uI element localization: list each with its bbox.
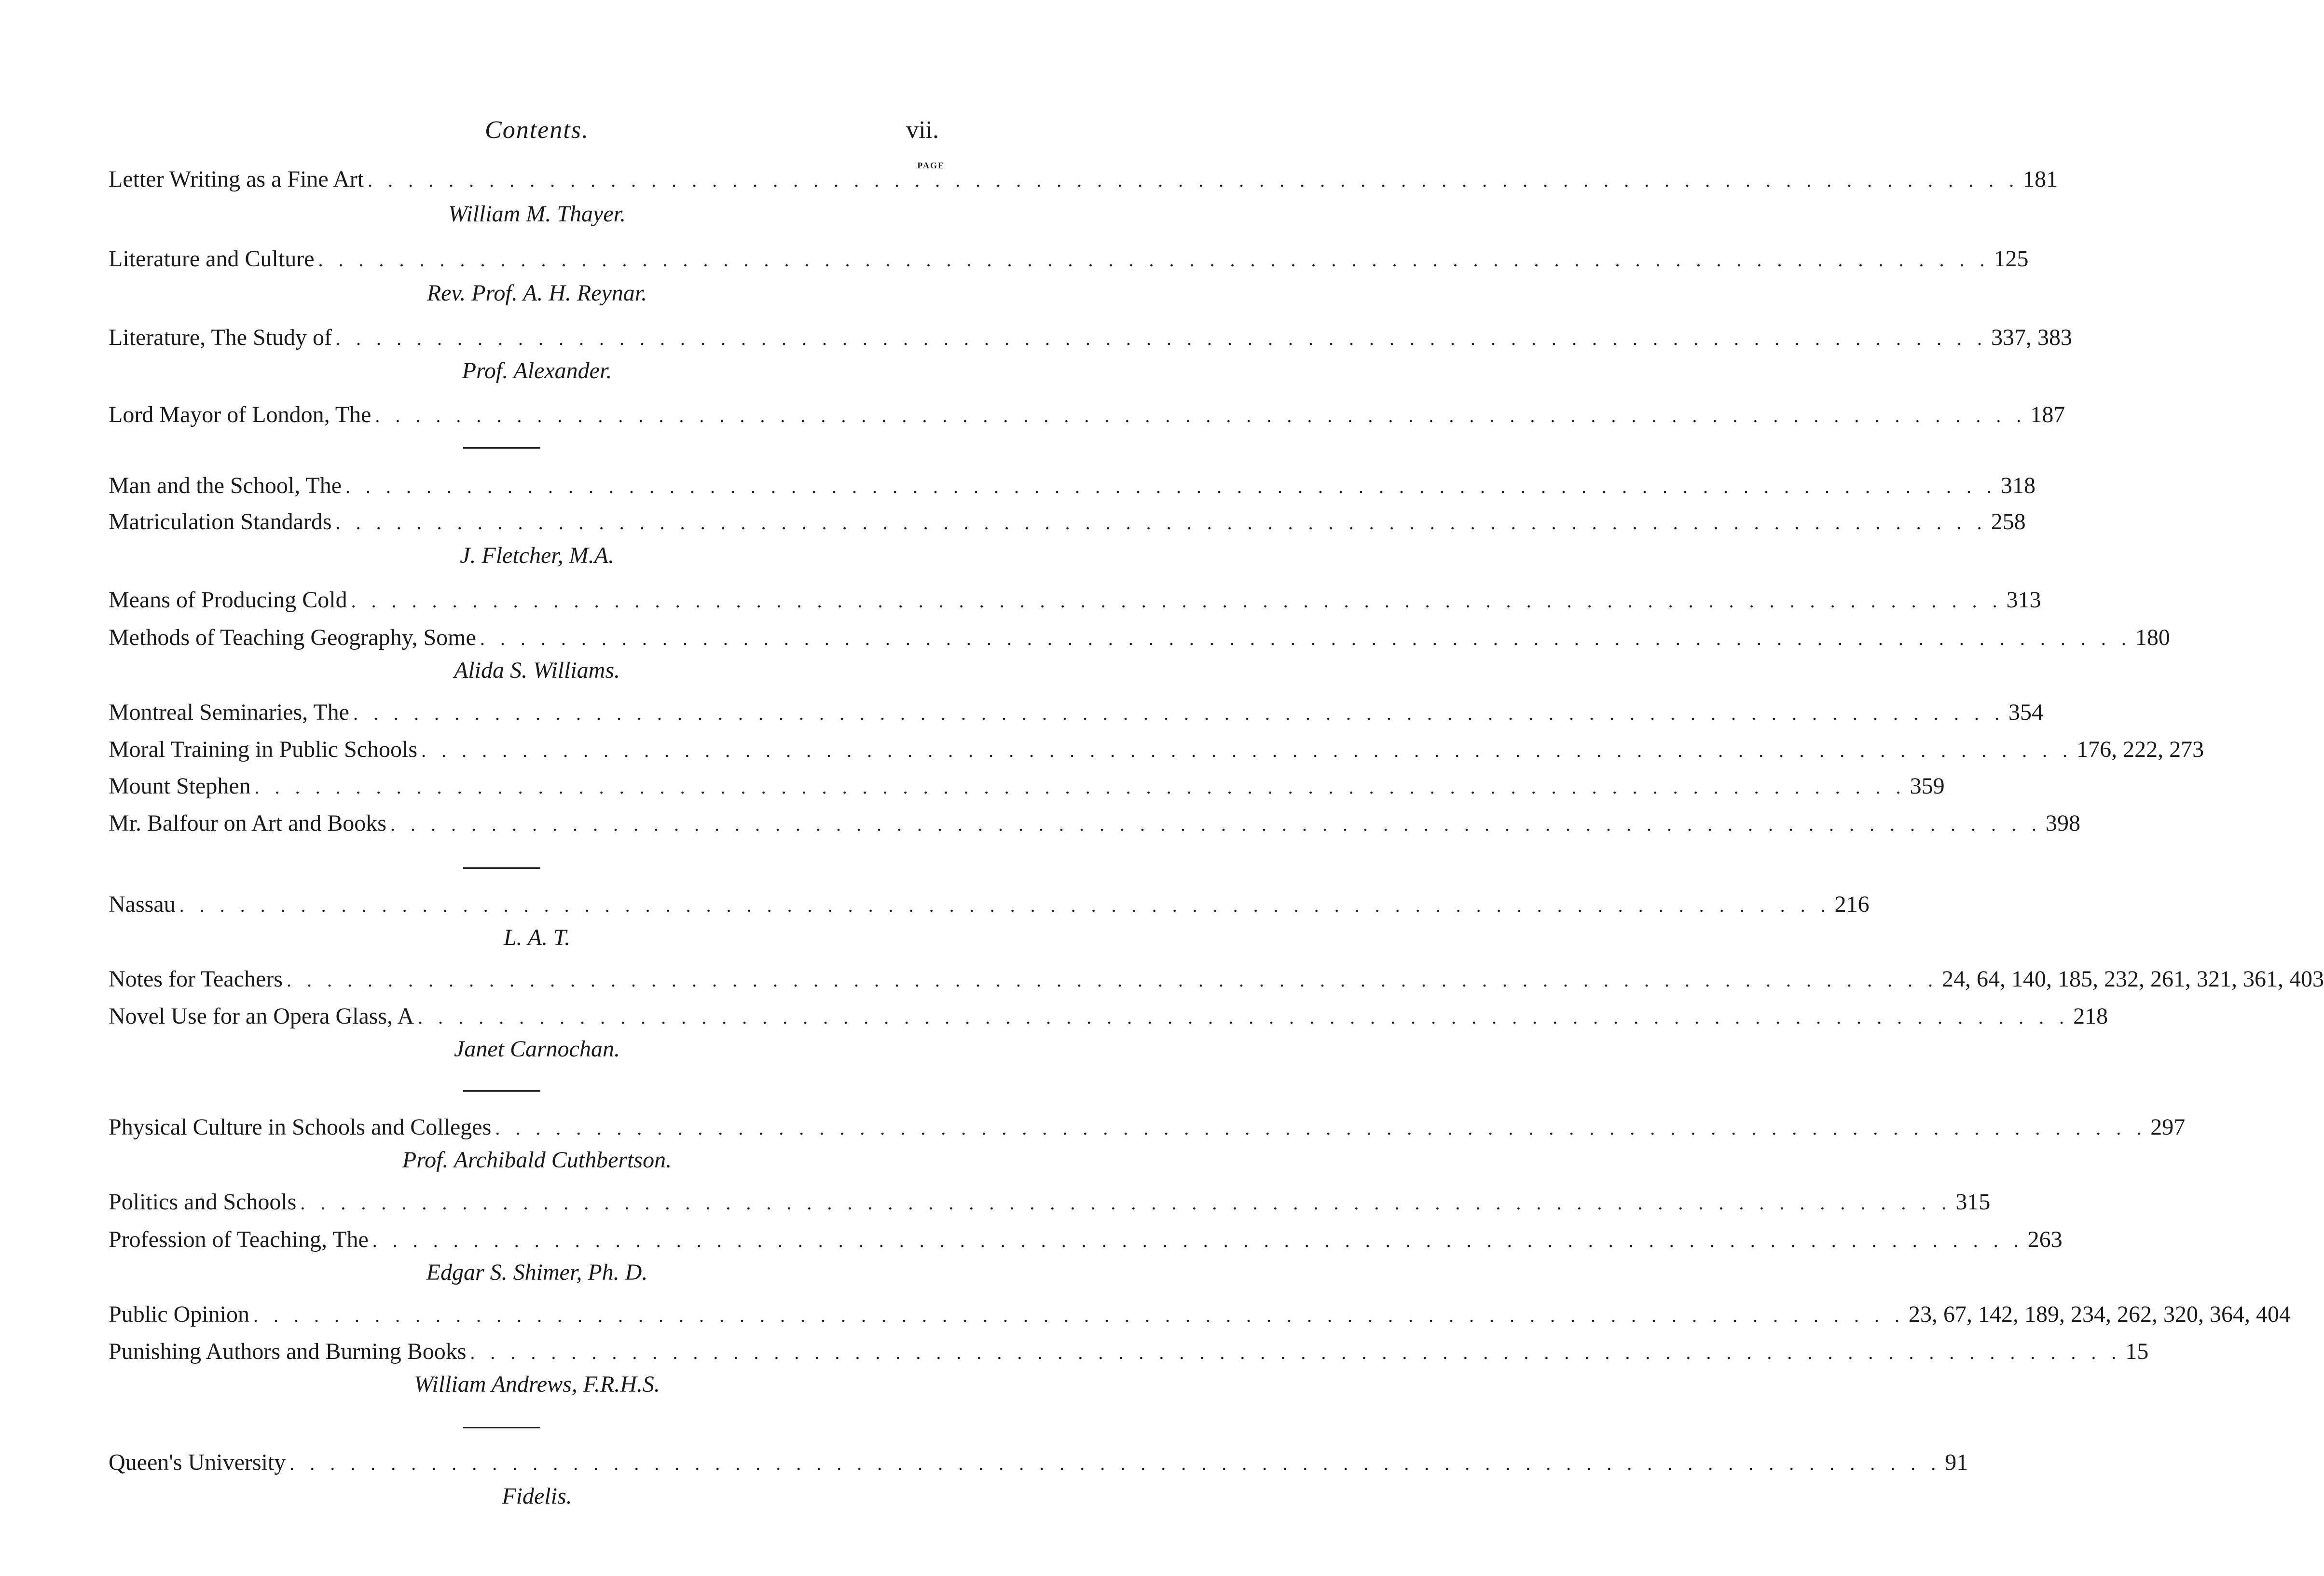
entry-title: Punishing Authors and Burning Books [109, 1339, 467, 1364]
section-divider [463, 1090, 540, 1092]
entry-title: Literature and Culture [109, 246, 315, 272]
entry-author: Edgar S. Shimer, Ph. D. [426, 1260, 648, 1285]
entry-pages: 180 [2135, 625, 2170, 650]
contents-entry [109, 244, 2029, 274]
entry-pages: 187 [2030, 402, 2065, 427]
entry-pages: 125 [1994, 246, 2029, 272]
section-divider [463, 447, 540, 449]
contents-entry [109, 322, 2072, 353]
entry-pages: 297 [2150, 1114, 2186, 1140]
entry-author: Rev. Prof. A. H. Reynar. [426, 280, 647, 306]
entry-title: Mount Stephen [109, 773, 251, 799]
entry-pages: 15 [2125, 1339, 2149, 1364]
entry-title: Moral Training in Public Schools [109, 737, 418, 762]
entry-title: Letter Writing as a Fine Art [109, 166, 364, 192]
contents-entry [109, 470, 2036, 501]
dot-leader: . . . . . . . . . . . . . . . . . . . . . . . . . . . . . . . . . . . . . . . . . . . . . . . . . . . . . . . . . . . . . . . . . . . . . . . . . . . . . . . . . . [390, 813, 2042, 835]
dot-leader: . . . . . . . . . . . . . . . . . . . . . . . . . . . . . . . . . . . . . . . . . . . . . . . . . . . . . . . . . . . . . . . . . . . . . . . . . . . . . . . . . . [375, 405, 2027, 426]
page-number: vii. [906, 116, 939, 144]
page-title: Contents. [485, 116, 589, 144]
contents-entry [109, 164, 2058, 195]
dot-leader: . . . . . . . . . . . . . . . . . . . . . . . . . . . . . . . . . . . . . . . . . . . . . . . . . . . . . . . . . . . . . . . . . . . . . . . . . . . . . . . . . . [421, 740, 2073, 761]
contents-entry [109, 771, 1945, 802]
contents-entry [109, 1336, 2149, 1367]
dot-leader: . . . . . . . . . . . . . . . . . . . . . . . . . . . . . . . . . . . . . . . . . . . . . . . . . . . . . . . . . . . . . . . . . . . . . . . . . . . . . . . . . . [495, 1117, 2147, 1139]
entry-title: Profession of Teaching, The [109, 1227, 369, 1252]
dot-leader: . . . . . . . . . . . . . . . . . . . . . . . . . . . . . . . . . . . . . . . . . . . . . . . . . . . . . . . . . . . . . . . . . . . . . . . . . . . . . . . . . . [345, 476, 1997, 497]
entry-title: Physical Culture in Schools and Colleges [109, 1114, 492, 1140]
contents-entry [109, 507, 2026, 537]
entry-title: Man and the School, The [109, 473, 342, 498]
contents-entry [109, 1224, 2063, 1255]
entry-pages: 315 [1955, 1189, 1991, 1215]
entry-title: Public Opinion [109, 1302, 250, 1327]
dot-leader: . . . . . . . . . . . . . . . . . . . . . . . . . . . . . . . . . . . . . . . . . . . . . . . . . . . . . . . . . . . . . . . . . . . . . . . . . . . . . . . . . . [254, 776, 1906, 798]
page-column-label: PAGE [917, 161, 945, 170]
entry-title: Politics and Schools [109, 1189, 297, 1215]
contents-entry [109, 622, 2170, 653]
entry-title: Montreal Seminaries, The [109, 699, 349, 725]
entry-title: Notes for Teachers [109, 966, 283, 992]
entry-pages: 24, 64, 140, 185, 232, 261, 321, 361, 403 [1941, 966, 2324, 992]
entry-title: Matriculation Standards [109, 509, 332, 534]
contents-entry [109, 1187, 1991, 1218]
entry-pages: 354 [2008, 699, 2043, 725]
contents-entry [109, 889, 1870, 920]
dot-leader: . . . . . . . . . . . . . . . . . . . . . . . . . . . . . . . . . . . . . . . . . . . . . . . . . . . . . . . . . . . . . . . . . . . . . . . . . . . . . . . . . . [480, 628, 2131, 649]
dot-leader: . . . . . . . . . . . . . . . . . . . . . . . . . . . . . . . . . . . . . . . . . . . . . . . . . . . . . . . . . . . . . . . . . . . . . . . . . . . . . . . . . . [300, 1192, 1952, 1214]
entry-pages: 398 [2045, 810, 2080, 836]
entry-title: Nassau [109, 891, 176, 917]
dot-leader: . . . . . . . . . . . . . . . . . . . . . . . . . . . . . . . . . . . . . . . . . . . . . . . . . . . . . . . . . . . . . . . . . . . . . . . . . . . . . . . . . . [353, 702, 2005, 724]
entry-title: Queen's University [109, 1450, 286, 1475]
entry-pages: 263 [2027, 1227, 2063, 1252]
dot-leader: . . . . . . . . . . . . . . . . . . . . . . . . . . . . . . . . . . . . . . . . . . . . . . . . . . . . . . . . . . . . . . . . . . . . . . . . . . . . . . . . . . [289, 1453, 1941, 1474]
entry-title: Means of Producing Cold [109, 587, 347, 613]
entry-pages: 337, 383 [1991, 325, 2072, 350]
entry-pages: 318 [2001, 473, 2036, 498]
entry-pages: 91 [1945, 1450, 1968, 1475]
dot-leader: . . . . . . . . . . . . . . . . . . . . . . . . . . . . . . . . . . . . . . . . . . . . . . . . . . . . . . . . . . . . . . . . . . . . . . . . . . . . . . . . . . . [318, 249, 1990, 271]
entry-pages: 23, 67, 142, 189, 234, 262, 320, 364, 404 [1909, 1302, 2291, 1327]
entry-pages: 359 [1910, 773, 1945, 799]
contents-entry [109, 734, 2204, 765]
entry-pages: 258 [1991, 509, 2026, 534]
dot-leader: . . . . . . . . . . . . . . . . . . . . . . . . . . . . . . . . . . . . . . . . . . . . . . . . . . . . . . . . . . . . . . . . . . . . . . . . . . . . . . . . . . [253, 1304, 1905, 1326]
dot-leader: . . . . . . . . . . . . . . . . . . . . . . . . . . . . . . . . . . . . . . . . . . . . . . . . . . . . . . . . . . . . . . . . . . . . . . . . . . . . . . . . . . [418, 1006, 2070, 1028]
entry-title: Mr. Balfour on Art and Books [109, 810, 386, 836]
dot-leader: . . . . . . . . . . . . . . . . . . . . . . . . . . . . . . . . . . . . . . . . . . . . . . . . . . . . . . . . . . . . . . . . . . . . . . . . . . . . . . . . . . [286, 969, 1938, 991]
entry-pages: 218 [2073, 1003, 2108, 1029]
dot-leader: . . . . . . . . . . . . . . . . . . . . . . . . . . . . . . . . . . . . . . . . . . . . . . . . . . . . . . . . . . . . . . . . . . . . . . . . . . . . . . . . . . [470, 1342, 2122, 1363]
entry-author: Fidelis. [502, 1483, 572, 1509]
entry-author: William Andrews, F.R.H.S. [414, 1371, 660, 1397]
contents-entry [109, 964, 2324, 995]
entry-title: Novel Use for an Opera Glass, A [109, 1003, 414, 1029]
entry-author: Alida S. Williams. [454, 658, 620, 683]
entry-author: Prof. Archibald Cuthbertson. [402, 1147, 672, 1173]
entry-title: Literature, The Study of [109, 325, 332, 350]
dot-leader: . . . . . . . . . . . . . . . . . . . . . . . . . . . . . . . . . . . . . . . . . . . . . . . . . . . . . . . . . . . . . . . . . . . . . . . . . . . . . . . . . . [351, 590, 2003, 612]
contents-entry [109, 585, 2041, 616]
contents-entry [109, 1299, 2291, 1330]
entry-author: Prof. Alexander. [462, 358, 612, 384]
dot-leader: . . . . . . . . . . . . . . . . . . . . . . . . . . . . . . . . . . . . . . . . . . . . . . . . . . . . . . . . . . . . . . . . . . . . . . . . . . . . . . . . . . [335, 512, 1987, 534]
contents-entry [109, 1112, 2186, 1143]
contents-entry [109, 399, 2065, 430]
section-divider [463, 867, 540, 869]
entry-title: Lord Mayor of London, The [109, 402, 371, 427]
entry-pages: 176, 222, 273 [2076, 737, 2204, 762]
dot-leader: . . . . . . . . . . . . . . . . . . . . . . . . . . . . . . . . . . . . . . . . . . . . . . . . . . . . . . . . . . . . . . . . . . . . . . . . . . . . . . . . . . [372, 1230, 2024, 1251]
contents-entry [109, 697, 2043, 728]
entry-pages: 181 [2023, 166, 2058, 192]
dot-leader: . . . . . . . . . . . . . . . . . . . . . . . . . . . . . . . . . . . . . . . . . . . . . . . . . . . . . . . . . . . . . . . . . . . . . . . . . . . . . . . . . . [335, 328, 1987, 349]
entry-pages: 313 [2006, 587, 2041, 613]
dot-leader: . . . . . . . . . . . . . . . . . . . . . . . . . . . . . . . . . . . . . . . . . . . . . . . . . . . . . . . . . . . . . . . . . . . . . . . . . . . . . . . . . . [179, 894, 1831, 916]
entry-author: J. Fletcher, M.A. [460, 543, 614, 568]
entry-author: William M. Thayer. [448, 201, 626, 227]
entry-author: L. A. T. [503, 925, 571, 950]
contents-entry [109, 1447, 1968, 1478]
dot-leader: . . . . . . . . . . . . . . . . . . . . . . . . . . . . . . . . . . . . . . . . . . . . . . . . . . . . . . . . . . . . . . . . . . . . . . . . . . . . . . . . . . [368, 169, 2020, 191]
section-divider [463, 1427, 540, 1428]
entry-author: Janet Carnochan. [454, 1036, 620, 1062]
contents-entry [109, 1001, 2108, 1032]
entry-title: Methods of Teaching Geography, Some [109, 625, 476, 650]
entry-pages: 216 [1834, 891, 1870, 917]
contents-entry [109, 808, 2080, 839]
